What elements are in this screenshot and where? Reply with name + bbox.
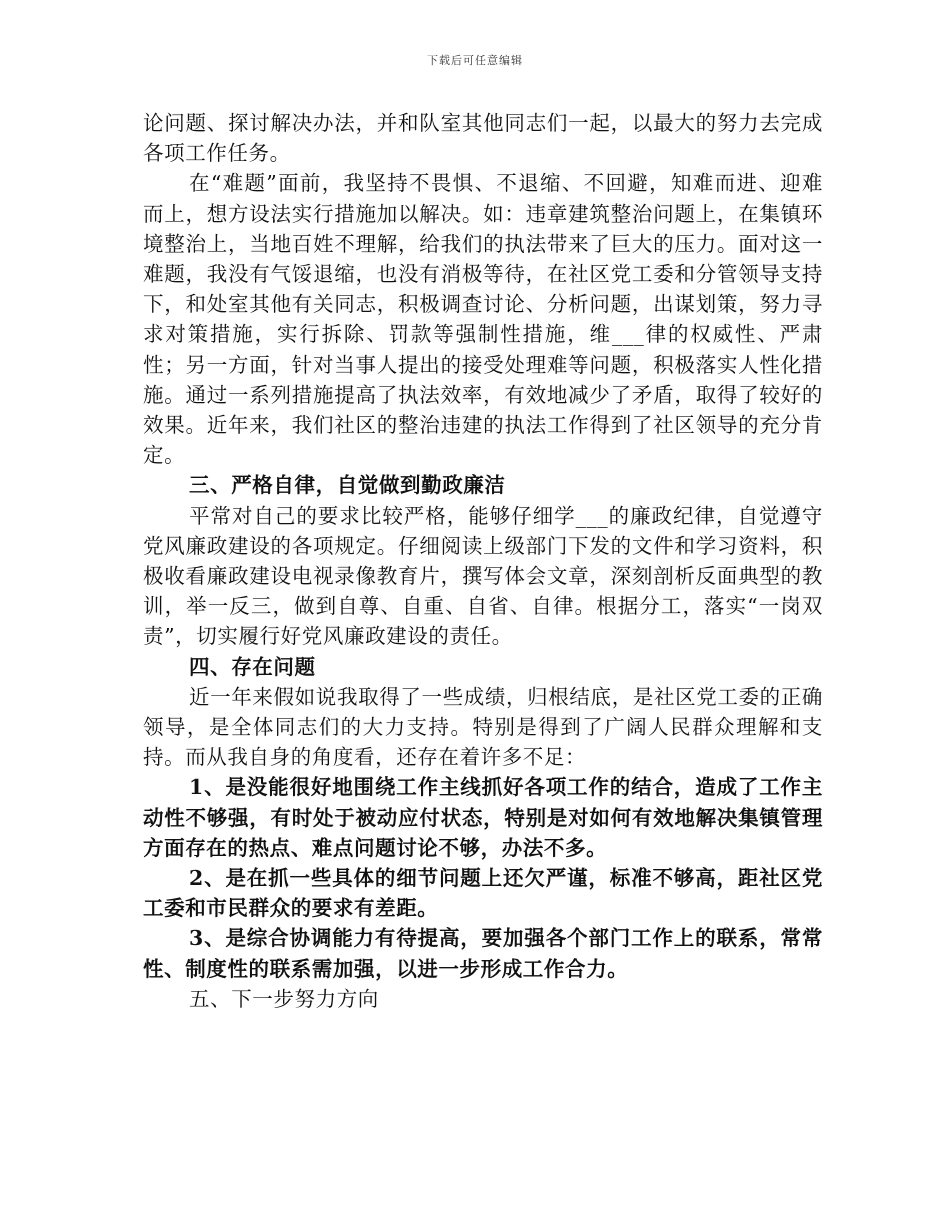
problem-item-3: 3、是综合协调能力有待提高，要加强各个部门工作上的联系，常常性、制度性的联系需加强，以进一步形成工作合力。 — [143, 926, 823, 981]
paragraph-difficulties: 在“难题”面前，我坚持不畏惧、不退缩、不回避，知难而进、迎难而上，想方设法实行措施加以解决。如：违章建筑整治问题上，在集镇环境整治上，当地百姓不理解，给我们的执法带来了巨大的压力。面对这一难题，我没有气馁退缩，也没有消极等待，在社区党工委和分管领导支持下，和处室其他有关同志，积极调查讨论、分析问题，出谋划策，努力寻求对策措施，实行拆除、罚款等强制性措施，维___律的权威性、严肃性；另一方面，针对当事人提出的接受处理难等问题，积极落实人性化措施。通过一系列措施提高了执法效率，有效地减少了矛盾，取得了较好的效果。近年来，我们社区的整治违建的执法工作得到了社区领导的充分肯定。 — [143, 171, 823, 468]
paragraph-continued: 论问题、探讨解决办法，并和队室其他同志们一起，以最大的努力去完成各项工作任务。 — [143, 111, 823, 166]
paragraph-problems-intro: 近一年来假如说我取得了一些成绩，归根结底，是社区党工委的正确领导，是全体同志们的大力支持。特别是得到了广阔人民群众理解和支持。而从我自身的角度看，还存在着许多不足： — [143, 684, 823, 770]
section-heading-problems: 四、存在问题 — [189, 654, 316, 679]
problem-item-2: 2、是在抓一些具体的细节问题上还欠严谨，标准不够高，距社区党工委和市民群众的要求有差距。 — [143, 866, 823, 921]
page-header-note: 下载后可任意编辑 — [427, 54, 523, 67]
section-heading-next-steps: 五、下一步努力方向 — [189, 986, 379, 1011]
document-body — [143, 108, 823, 1014]
section-heading-self-discipline: 三、严格自律，自觉做到勤政廉洁 — [189, 473, 506, 498]
paragraph-self-discipline: 平常对自己的要求比较严格，能够仔细学___的廉政纪律，自觉遵守党风廉政建设的各项规定。仔细阅读上级部门下发的文件和学习资料，积极收看廉政建设电视录像教育片，撰写体会文章，深刻剖析反面典型的教训，举一反三，做到自尊、自重、自省、自律。根据分工，落实“一岗双责”，切实履行好党风廉政建设的责任。 — [143, 503, 823, 649]
problem-item-1: 1、是没能很好地围绕工作主线抓好各项工作的结合，造成了工作主动性不够强，有时处于被动应付状态，特别是对如何有效地解决集镇管理方面存在的热点、难点问题讨论不够，办法不多。 — [143, 775, 823, 860]
